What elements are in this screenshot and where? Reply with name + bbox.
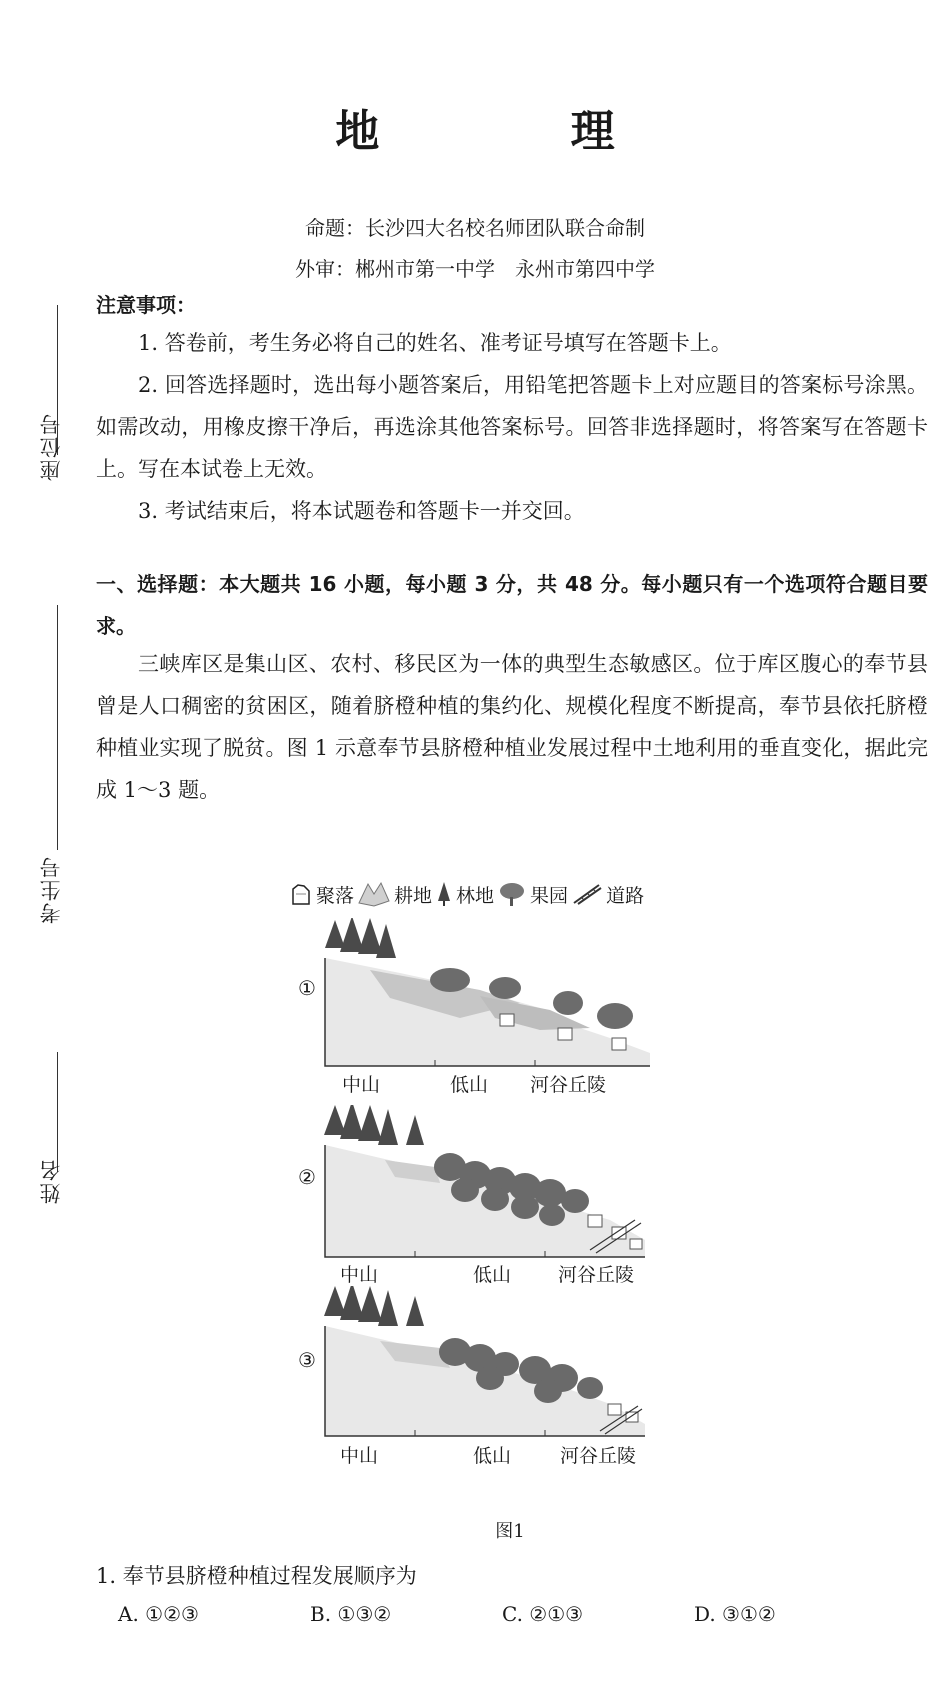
name-label: 姓名 (39, 1158, 63, 1204)
section-heading: 一、选择题：本大题共 16 小题，每小题 3 分，共 48 分。每小题只有一个选项符合题目要求。 (96, 572, 928, 638)
legend-settlement (290, 881, 354, 908)
legend-road (572, 881, 644, 908)
notice-item-2: 2. 回答选择题时，选出每小题答案后，用铅笔把答题卡上对应题目的答案标号涂黑。如需改动，用橡皮擦干净后，再选涂其他答案标号。回答非选择题时，将答案写在答题卡上。写在本试卷上无效。 (96, 373, 928, 481)
legend-orchard (498, 881, 568, 908)
legend-road-label: 道路 (606, 884, 645, 907)
author-line: 命题：长沙四大名校名师团队联合命制 (305, 216, 645, 240)
farmland-icon (358, 881, 390, 907)
figure-panel-1 (290, 918, 730, 1096)
passage: 三峡库区是集山区、农村、移民区为一体的典型生态敏感区。位于库区腹心的奉节县曾是人口稠密的贫困区，随着脐橙种植的集约化、规模化程度不断提高，奉节县依托脐橙种植业实现了脱贫。图 1 示意奉节县脐橙种植业发展过程中土地利用的垂直变化，据此完成 1～3 题。 (96, 652, 928, 802)
panel-3-label: ③ (298, 1348, 316, 1372)
legend-orchard-label: 果园 (530, 884, 569, 907)
option-c: C. ②①③ (502, 1602, 584, 1626)
option-b: B. ①③② (310, 1602, 392, 1626)
figure-legend (290, 878, 730, 910)
legend-forest (436, 881, 494, 908)
panel-3-landscape (290, 1286, 730, 1441)
orchard-icon (498, 881, 526, 907)
legend-settlement-label: 聚落 (316, 884, 355, 907)
review-line: 外审：郴州市第一中学 永州市第四中学 (295, 257, 655, 281)
legend-farmland (358, 881, 432, 908)
panel-3-zone-middle-mountain: 中山 (340, 1445, 379, 1467)
panel-2-zone-low-mountain: 低山 (473, 1264, 512, 1286)
option-d: D. ③①② (694, 1602, 776, 1626)
panel-3-zone-low-mountain: 低山 (473, 1445, 512, 1467)
figure-caption: 图1 (495, 1521, 525, 1542)
panel-1-landscape (290, 918, 730, 1068)
panel-2-zone-middle-mountain: 中山 (340, 1264, 379, 1286)
panel-2-zone-valley-hills: 河谷丘陵 (558, 1264, 635, 1286)
panel-1-zone-valley-hills: 河谷丘陵 (530, 1074, 607, 1096)
panel-2-label: ② (298, 1165, 316, 1189)
option-a: A. ①②③ (118, 1602, 199, 1626)
notice-item-1: 1. 答卷前，考生务必将自己的姓名、准考证号填写在答题卡上。 (138, 331, 732, 355)
question-1-stem: 1. 奉节县脐橙种植过程发展顺序为 (96, 1564, 417, 1588)
seat-number-label: 座位号 (39, 412, 63, 481)
figure-panel-2 (290, 1105, 730, 1286)
legend-farmland-label: 耕地 (394, 884, 433, 907)
exam-number-label: 考生号 (39, 855, 63, 924)
page-title: 地 理 (335, 106, 703, 157)
figure-1 (290, 878, 730, 1528)
figure-panel-3 (290, 1286, 730, 1467)
panel-1-zone-middle-mountain: 中山 (342, 1074, 381, 1096)
panel-2-landscape (290, 1105, 730, 1260)
notice-item-3: 3. 考试结束后，将本试题卷和答题卡一并交回。 (138, 499, 585, 523)
panel-1-zone-low-mountain: 低山 (450, 1074, 489, 1096)
settlement-icon (290, 882, 312, 906)
exam-number-line (57, 605, 58, 850)
notice-heading: 注意事项： (96, 293, 196, 317)
panel-1-label: ① (298, 976, 316, 1000)
panel-3-zone-valley-hills: 河谷丘陵 (560, 1445, 637, 1467)
road-icon (572, 883, 602, 905)
forest-icon (436, 881, 452, 907)
name-line (57, 1052, 58, 1172)
legend-forest-label: 林地 (456, 884, 495, 907)
